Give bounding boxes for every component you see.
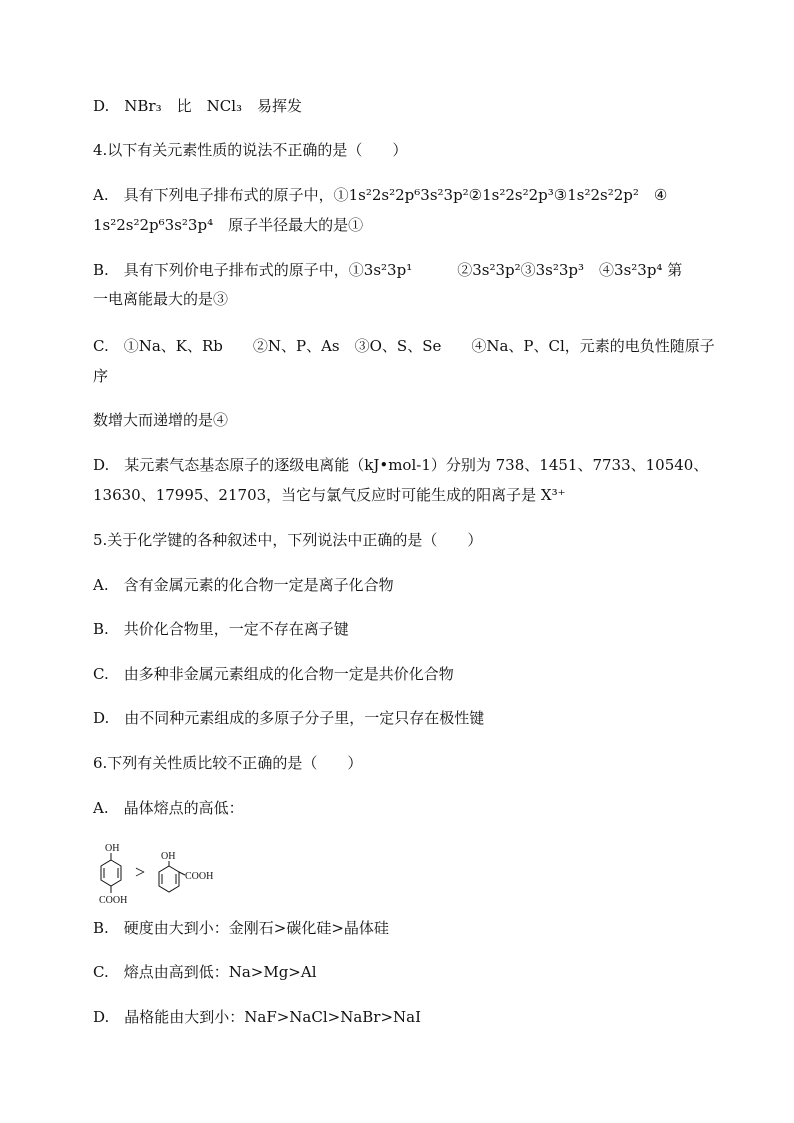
q5-option-c: C. 由多种非金属元素组成的化合物一定是共价化合物 [93,665,454,683]
q4-option-d-line1: D. 某元素气态基态原子的逐级电离能（kJ•mol-1）分别为 738、1451、7733、10540、 [93,456,709,474]
q4-option-b-line2: 一电离能最大的是③ [93,290,229,308]
q6-option-a: A. 晶体熔点的高低： [93,799,244,817]
hydroxybenzoic-acid-structures [93,842,233,906]
q5-option-b: B. 共价化合物里，一定不存在离子键 [93,620,349,638]
option-d-nbr3: D. NBr₃ 比 NCl₃ 易挥发 [93,97,303,115]
left-cooh-label: COOH [99,895,128,906]
right-oh-label: OH [161,851,176,862]
question-6-stem: 6.下列有关性质比较不正确的是（ ） [93,754,363,772]
q4-option-c-line2: 序 [93,367,109,385]
compare-symbol: > [135,862,146,882]
q6-option-c: C. 熔点由高到低：Na>Mg>Al [93,963,317,981]
q6-option-b: B. 硬度由大到小：金刚石>碳化硅>晶体硅 [93,919,389,937]
q4-option-a-line1: A. 具有下列电子排布式的原子中，①1s²2s²2p⁶3s²3p²②1s²2s²2p³③1s²2s²2p² ④ [93,186,668,204]
question-4-stem: 4.以下有关元素性质的说法不正确的是（ ） [93,141,408,159]
left-oh-label: OH [105,843,120,854]
q4-option-c-line3: 数增大而递增的是④ [93,411,229,429]
q5-option-a: A. 含有金属元素的化合物一定是离子化合物 [93,576,394,594]
q4-option-c-line1: C. ①Na、K、Rb ②N、P、As ③O、S、Se ④Na、P、Cl，元素的电负性随原子 [93,337,715,355]
q4-option-d-line2: 13630、17995、21703，当它与氯气反应时可能生成的阳离子是 X³⁺ [93,486,566,504]
q4-option-a-line2: 1s²2s²2p⁶3s²3p⁴ 原子半径最大的是① [93,216,364,234]
q4-option-b-line1: B. 具有下列价电子排布式的原子中，①3s²3p¹ ②3s²3p²③3s²3p³ ④3s²3p⁴ 第 [93,261,683,279]
question-5-stem: 5.关于化学键的各种叙述中，下列说法中正确的是（ ） [93,531,483,549]
q6-option-d: D. 晶格能由大到小：NaF>NaCl>NaBr>NaI [93,1008,422,1026]
q5-option-d: D. 由不同种元素组成的多原子分子里，一定只存在极性键 [93,709,485,727]
right-cooh-label: COOH [185,871,214,882]
